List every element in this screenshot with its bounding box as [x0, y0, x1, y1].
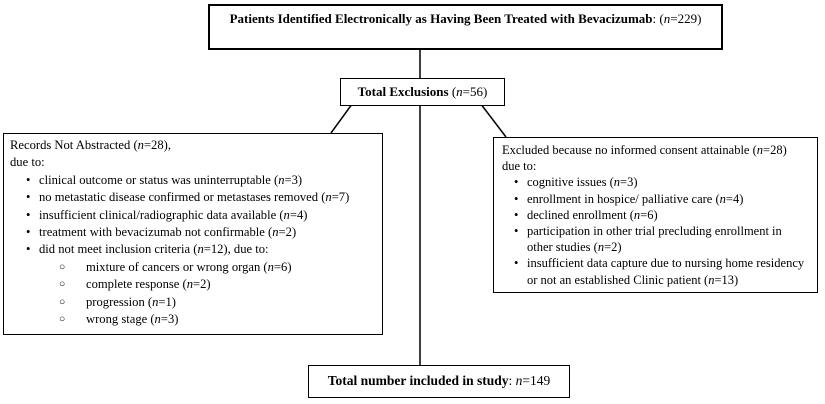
box-title-count: : (n=229) [652, 11, 702, 26]
circle-icon: ○ [59, 279, 66, 291]
right-box-items [502, 174, 809, 287]
list-item-text: no metastatic disease confirmed or metastases removed (n=7) [39, 190, 350, 205]
bullet-icon: • [514, 207, 519, 222]
box-no-informed-consent [493, 137, 818, 293]
box-subtitle: due to: [502, 159, 537, 174]
left-box-items [10, 172, 376, 329]
list-item [502, 255, 809, 287]
list-item-text: insufficient data capture due to nursing home residency or not an established Clinic patient (n=13) [527, 256, 805, 287]
list-item [502, 207, 809, 223]
list-item-text: did not meet inclusion criteria (n=12), due to: [39, 242, 269, 257]
list-item [10, 294, 376, 311]
circle-icon: ○ [59, 314, 66, 326]
list-item [502, 223, 809, 255]
bullet-icon: • [26, 225, 31, 240]
list-item-text: mixture of cancers or wrong organ (n=6) [86, 259, 292, 274]
list-item [10, 224, 376, 241]
list-item-text: declined enrollment (n=6) [527, 207, 658, 222]
list-item-text: wrong stage (n=3) [86, 312, 179, 327]
box-title: Records Not Abstracted (n=28), [10, 138, 171, 152]
bullet-icon: • [26, 172, 31, 187]
list-item [502, 191, 809, 207]
list-item [10, 276, 376, 293]
list-item [10, 241, 376, 258]
list-item-text: insufficient clinical/radiographic data available (n=4) [39, 207, 308, 222]
box-subtitle: due to: [10, 155, 45, 170]
list-item-text: progression (n=1) [86, 294, 176, 309]
list-item-text: treatment with bevacizumab not confirmable (n=2) [39, 225, 297, 240]
bullet-icon: • [514, 256, 519, 271]
connector-exclusions-to-left [331, 106, 351, 134]
bullet-icon: • [26, 242, 31, 257]
list-item [10, 311, 376, 328]
list-item-text: enrollment in hospice/ palliative care (n=4) [527, 191, 744, 206]
circle-icon: ○ [59, 261, 66, 273]
list-item [10, 259, 376, 276]
list-item-text: complete response (n=2) [86, 277, 211, 292]
box-title-count: (n=56) [448, 84, 488, 99]
list-item [10, 189, 376, 206]
box-records-not-abstracted [3, 133, 383, 335]
list-item [10, 172, 376, 189]
box-title: Patients Identified Electronically as Having Been Treated with Bevacizumab [229, 11, 653, 26]
box-total-exclusions [340, 78, 505, 106]
list-item [502, 174, 809, 190]
box-title: Excluded because no informed consent attainable (n=28) [502, 143, 787, 157]
bullet-icon: • [514, 224, 519, 239]
list-item-text: participation in other trial precluding enrollment in other studies (n=2) [527, 224, 782, 255]
box-title: Total Exclusions [357, 84, 449, 99]
list-item [10, 207, 376, 224]
box-total-included [308, 365, 570, 398]
box-title: Total number included in study [327, 373, 509, 388]
circle-icon: ○ [59, 296, 66, 308]
bullet-icon: • [514, 175, 519, 190]
connector-exclusions-to-right [482, 106, 506, 138]
list-item-text: clinical outcome or status was uninterruptable (n=3) [39, 172, 303, 187]
bullet-icon: • [26, 190, 31, 205]
box-patients-identified [208, 4, 723, 50]
box-title-count: : n=149 [508, 373, 551, 388]
bullet-icon: • [26, 207, 31, 222]
list-item-text: cognitive issues (n=3) [527, 175, 638, 190]
bullet-icon: • [514, 191, 519, 206]
